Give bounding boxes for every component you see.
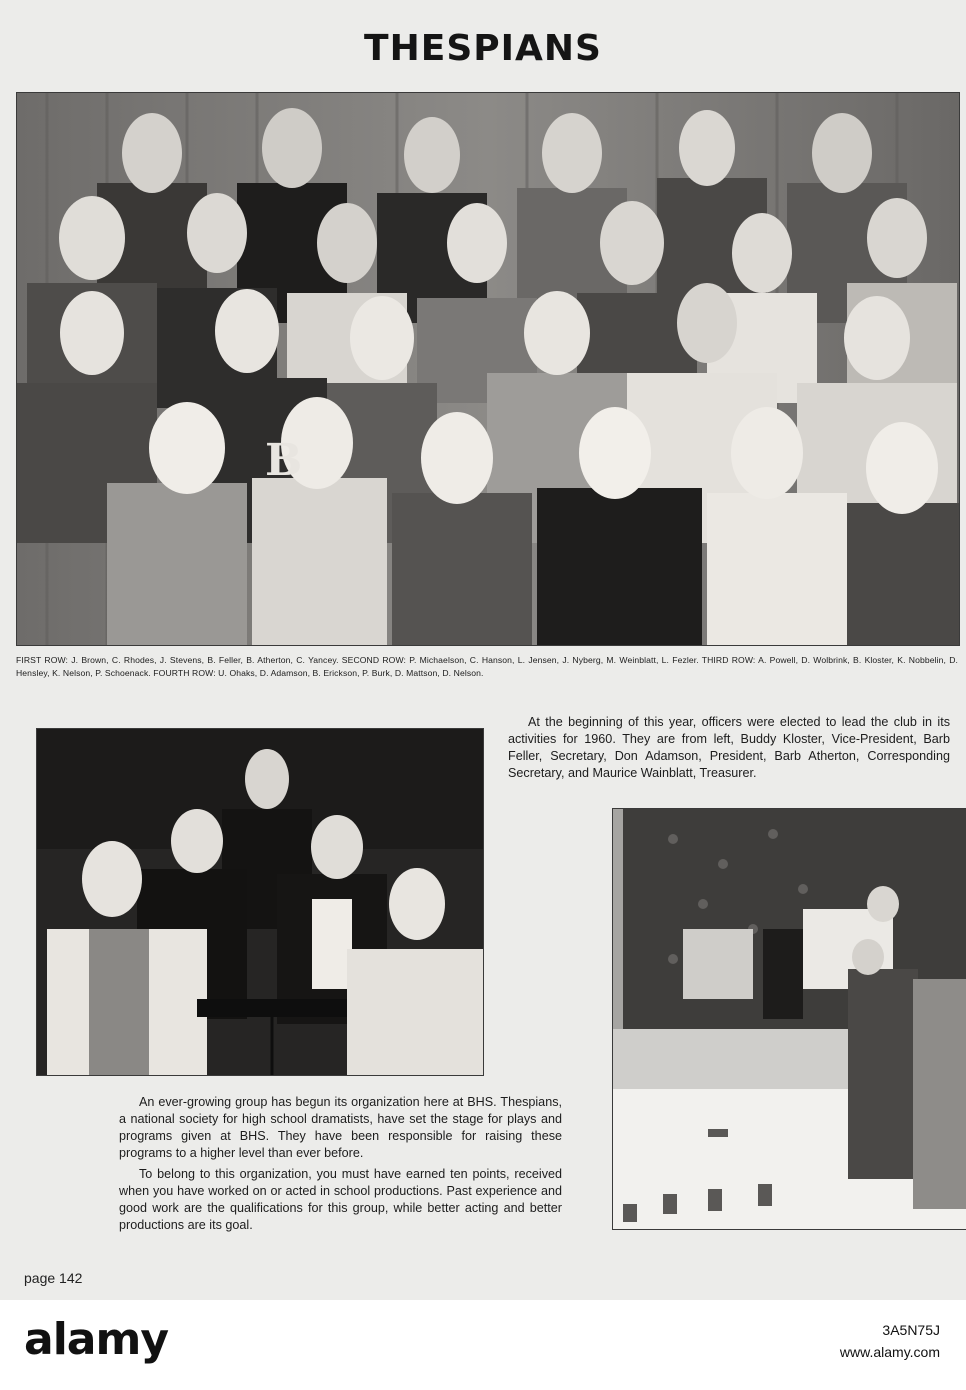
svg-text:B: B [265, 435, 303, 486]
page-title: THESPIANS [364, 28, 602, 69]
group-photo-caption: FIRST ROW: J. Brown, C. Rhodes, J. Stevens, B. Feller, B. Atherton, C. Yancey. SECOND ROW: P. Michaelson, C. Hanson, L. Jensen, J. Nyberg, M. Weinblatt, L. Fezler. THIRD ROW: A. Powell, D. Wolbrink, B. Kloster, K. Nobbelin, D. Hensley, K. Nelson, P. Schoenack. FOURTH ROW: U. Ohaks, D. Adamson, B. Erickson, P. Burk, D. Mattson, D. Nelson. [16, 655, 958, 678]
officers-photo-image [37, 729, 483, 1075]
stage-photo-image [613, 809, 966, 1229]
officers-text [508, 714, 950, 782]
image-id: 3A5N75J [882, 1322, 940, 1338]
page-number: page 142 [24, 1270, 83, 1286]
about-paragraph-2: To belong to this organization, you must have earned ten points, received when you have worked on or acted in school productions. Past experience and good work are the qualifications for this group, while better acting and better productions are its goal. [119, 1167, 562, 1232]
group-photo-image [17, 93, 959, 645]
group-photo [16, 92, 960, 646]
officers-paragraph: At the beginning of this year, officers were elected to lead the club in its activities for 1960. They are from left, Buddy Kloster, Vice-President, Barb Feller, Secretary, Don Adamson, President, Barb Atherton, Corresponding Secretary, and Maurice Wainblatt, Treasurer. [508, 715, 950, 780]
about-text [119, 1094, 562, 1234]
officers-photo [36, 728, 484, 1076]
alamy-logo: alamy [24, 1314, 168, 1365]
about-paragraph-1: An ever-growing group has begun its organization here at BHS. Thespians, a national society for high school dramatists, have set the stage for plays and programs given at BHS. They have been responsible for raising these programs to a higher level than ever before. [119, 1095, 562, 1160]
stage-photo [612, 808, 966, 1230]
site-url: www.alamy.com [839, 1344, 940, 1360]
